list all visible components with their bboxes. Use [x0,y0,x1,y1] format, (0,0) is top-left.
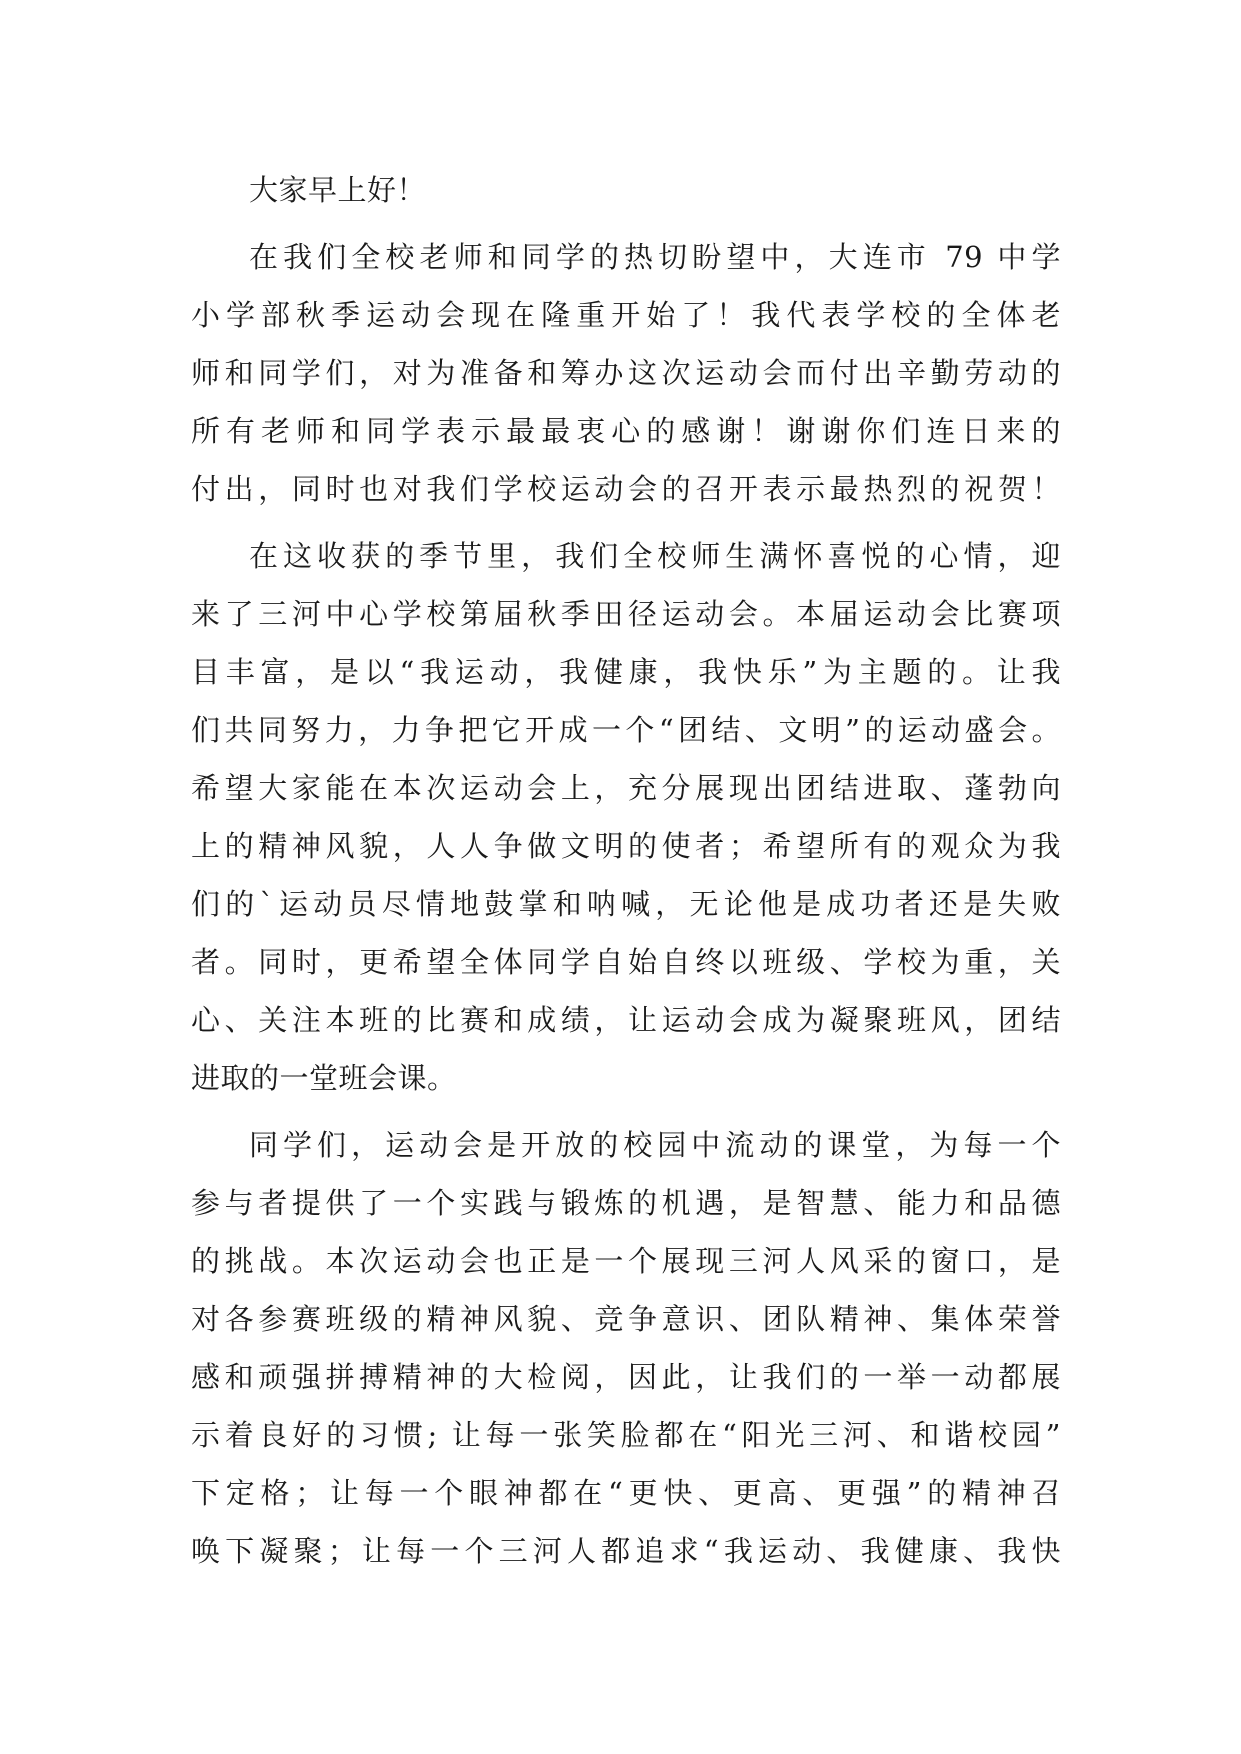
text-line: 的挑战。本次运动会也正是一个展现三河人风采的窗口，是 [191,1244,1061,1278]
body-text [191,161,1061,1580]
text-line: 唤下凝聚；让每一个三河人都追求“我运动、我健康、我快 [191,1534,1061,1568]
text-line: 目丰富，是以“我运动，我健康，我快乐”为主题的。让我 [191,655,1061,689]
text-line: 付出，同时也对我们学校运动会的召开表示最热烈的祝贺！ [191,472,1061,506]
text-line: 上的精神风貌，人人争做文明的使者；希望所有的观众为我 [191,829,1061,863]
text-line: 心、关注本班的比赛和成绩，让运动会成为凝聚班风，团结 [191,1003,1061,1037]
text-line: 感和顽强拼搏精神的大检阅，因此，让我们的一举一动都展 [191,1360,1061,1394]
text-line: 师和同学们，对为准备和筹办这次运动会而付出辛勤劳动的 [191,356,1061,390]
text-line: 在这收获的季节里，我们全校师生满怀喜悦的心情，迎 [249,539,1061,573]
text-line: 下定格；让每一个眼神都在“更快、更高、更强”的精神召 [191,1476,1061,1510]
text-line: 小学部秋季运动会现在隆重开始了！我代表学校的全体老 [191,298,1061,332]
paragraph-classmates [191,1116,1061,1580]
text-line: 对各参赛班级的精神风貌、竞争意识、团队精神、集体荣誉 [191,1302,1061,1336]
text-line: 同学们，运动会是开放的校园中流动的课堂，为每一个 [249,1128,1061,1162]
paragraph-season [191,527,1061,1107]
text-line: 在我们全校老师和同学的热切盼望中，大连市 79 中学 [249,240,1061,274]
text-line: 所有老师和同学表示最最衷心的感谢！谢谢你们连日来的 [191,414,1061,448]
paragraph-opening [191,228,1061,518]
text-line: 大家早上好！ [249,173,427,207]
text-line: 者。同时，更希望全体同学自始自终以班级、学校为重，关 [191,945,1061,979]
text-line: 们共同努力，力争把它开成一个“团结、文明”的运动盛会。 [191,713,1061,747]
text-line: 来了三河中心学校第届秋季田径运动会。本届运动会比赛项 [191,597,1061,631]
text-line: 希望大家能在本次运动会上，充分展现出团结进取、蓬勃向 [191,771,1061,805]
paragraph-greeting [191,161,1061,219]
text-line: 示着良好的习惯; 让每一张笑脸都在“阳光三河、和谐校园” [191,1418,1061,1452]
text-line: 进取的一堂班会课。 [191,1061,457,1095]
text-line: 们的`运动员尽情地鼓掌和呐喊，无论他是成功者还是失败 [191,887,1061,921]
text-line: 参与者提供了一个实践与锻炼的机遇，是智慧、能力和品德 [191,1186,1061,1220]
